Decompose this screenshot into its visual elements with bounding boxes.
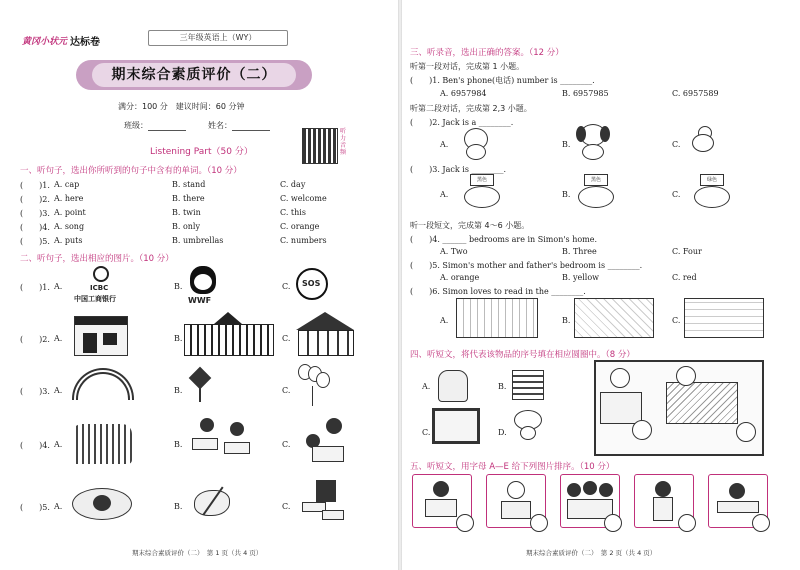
q1-opt-a: A. 6957984 bbox=[440, 89, 487, 98]
answer-circle[interactable] bbox=[676, 366, 696, 386]
s1-num[interactable]: ( )3. bbox=[20, 209, 50, 218]
q4-opt-b: B. Three bbox=[562, 247, 597, 256]
q2-stem[interactable]: ( )2. Jack is a ________. bbox=[410, 118, 514, 127]
sequence-answer-circle-3[interactable] bbox=[604, 514, 622, 532]
name-field bbox=[208, 120, 270, 131]
rainbow-picture[interactable] bbox=[72, 368, 134, 400]
q4-opt-c: C. Four bbox=[672, 247, 702, 256]
mother-child-reading-picture[interactable] bbox=[296, 418, 354, 464]
q3-stem[interactable]: ( )3. Jack is ________. bbox=[410, 165, 507, 174]
icbc-caption: 中国工商银行 bbox=[74, 295, 116, 303]
s2-num-4[interactable]: ( )4. bbox=[20, 441, 50, 450]
s2-opt-a-label: A. bbox=[54, 334, 63, 343]
s1-opt-c: C. day bbox=[280, 180, 306, 189]
section-3-title: 三、听录音，选出正确的答案。（12 分） bbox=[410, 48, 564, 58]
brand-logo: 黄冈小状元 bbox=[22, 37, 68, 47]
black-white-dog-picture[interactable] bbox=[572, 174, 618, 208]
q5-stem[interactable]: ( )5. Simon's mother and father's bedroom is ________. bbox=[410, 261, 643, 270]
q6-opt-c-label: C. bbox=[672, 316, 681, 325]
sos-text: SOS bbox=[302, 279, 321, 288]
s2-opt-b-label: B. bbox=[174, 334, 183, 343]
dialog-1-instruction: 听第一段对话，完成第 1 小题。 bbox=[410, 62, 525, 71]
schoolbag-picture[interactable] bbox=[438, 370, 468, 402]
section-5-title: 五、听短文，用字母 A—E 给下列图片排序。（10 分） bbox=[410, 462, 615, 472]
wwf-text: WWF bbox=[188, 296, 212, 305]
sequence-answer-circle-2[interactable] bbox=[530, 514, 548, 532]
s1-opt-b: B. only bbox=[172, 222, 201, 231]
s1-opt-a: A. song bbox=[54, 222, 85, 231]
s2-opt-a-label: A. bbox=[54, 440, 63, 449]
class-blank[interactable] bbox=[148, 121, 186, 131]
section-1-title: 一、听句子，选出你所听到的句子中含有的单词。（10 分） bbox=[20, 166, 242, 176]
sequence-answer-circle-5[interactable] bbox=[752, 514, 770, 532]
s1-num[interactable]: ( )5. bbox=[20, 237, 50, 246]
s1-opt-a: A. cap bbox=[54, 180, 80, 189]
colour-tag: 黑色 bbox=[584, 174, 608, 186]
page-title: 期末综合素质评价（二） bbox=[92, 63, 296, 87]
q6-opt-a-label: A. bbox=[440, 316, 449, 325]
listening-part-heading: Listening Part（50 分） bbox=[150, 147, 253, 157]
q6-stem[interactable]: ( )6. Simon loves to read in the ________. bbox=[410, 287, 586, 296]
s2-num-1[interactable]: ( )1. bbox=[20, 283, 50, 292]
s2-opt-b-label: B. bbox=[174, 282, 183, 291]
living-room-picture[interactable] bbox=[684, 298, 764, 338]
s4-opt-d-label: D. bbox=[498, 428, 507, 437]
kitchen-picture[interactable] bbox=[456, 298, 538, 338]
s2-opt-a-label: A. bbox=[54, 282, 63, 291]
q3-opt-b-label: B. bbox=[562, 190, 571, 199]
s1-opt-a: A. puts bbox=[54, 236, 83, 245]
grade-tag: 三年级英语上（WY） bbox=[148, 30, 288, 46]
bedroom-picture[interactable] bbox=[574, 298, 654, 338]
icbc-logo-picture[interactable] bbox=[74, 266, 130, 306]
qr-caption: 听力音频 bbox=[340, 128, 347, 156]
s4-opt-a-label: A. bbox=[422, 382, 431, 391]
s2-opt-a-label: A. bbox=[54, 502, 63, 511]
black-dog-picture[interactable] bbox=[458, 174, 504, 208]
page-2-footer: 期末综合素质评价（二） 第 2 页（共 4 页） bbox=[526, 549, 657, 557]
s4-opt-b-label: B. bbox=[498, 382, 507, 391]
sequence-answer-circle-1[interactable] bbox=[456, 514, 474, 532]
qr-code[interactable] bbox=[302, 128, 338, 164]
house-picture[interactable] bbox=[296, 312, 354, 356]
sos-sign-picture[interactable] bbox=[296, 268, 328, 300]
q3-opt-a-label: A. bbox=[440, 190, 449, 199]
family-photo-picture[interactable] bbox=[432, 408, 480, 444]
s1-num[interactable]: ( )2. bbox=[20, 195, 50, 204]
green-dog-picture[interactable] bbox=[688, 174, 734, 208]
s2-opt-c-label: C. bbox=[282, 440, 291, 449]
s2-opt-c-label: C. bbox=[282, 334, 291, 343]
s2-opt-b-label: B. bbox=[174, 502, 183, 511]
q2-opt-a-label: A. bbox=[440, 140, 449, 149]
s2-num-3[interactable]: ( )3. bbox=[20, 387, 50, 396]
score-time-line: 满分：100 分 建议时间：60 分钟 bbox=[118, 102, 245, 111]
dialog-2-instruction: 听第二段对话，完成第 2,3 小题。 bbox=[410, 104, 532, 113]
s2-opt-c-label: C. bbox=[282, 282, 291, 291]
s2-opt-c-label: C. bbox=[282, 386, 291, 395]
s2-opt-c-label: C. bbox=[282, 502, 291, 511]
colour-tag: 黑色 bbox=[470, 174, 494, 186]
wwf-panda-picture[interactable] bbox=[186, 266, 220, 306]
cat-on-rug-picture[interactable] bbox=[72, 488, 132, 520]
s2-num-5[interactable]: ( )5. bbox=[20, 503, 50, 512]
q2-opt-c-label: C. bbox=[672, 140, 681, 149]
s2-opt-b-label: B. bbox=[174, 386, 183, 395]
name-label: 姓名： bbox=[208, 121, 232, 130]
icbc-logo-text: ICBC bbox=[90, 284, 109, 292]
s1-num[interactable]: ( )4. bbox=[20, 223, 50, 232]
page-1-footer: 期末综合素质评价（二） 第 1 页（共 4 页） bbox=[132, 549, 263, 557]
q1-opt-b: B. 6957985 bbox=[562, 89, 609, 98]
s1-opt-a: A. here bbox=[54, 194, 84, 203]
q2-opt-b-label: B. bbox=[562, 140, 571, 149]
bed-shape bbox=[666, 382, 738, 424]
name-blank[interactable] bbox=[232, 121, 270, 131]
answer-circle[interactable] bbox=[610, 368, 630, 388]
page-1 bbox=[0, 0, 398, 570]
tools-pile-picture[interactable] bbox=[298, 480, 348, 524]
s1-opt-c: C. numbers bbox=[280, 236, 327, 245]
cat-picture[interactable] bbox=[458, 126, 492, 160]
palette-brushes-picture[interactable] bbox=[190, 484, 234, 520]
q1-stem[interactable]: ( )1. Ben's phone(电话) number is ________. bbox=[410, 76, 595, 85]
bird-picture[interactable] bbox=[688, 124, 718, 158]
q4-opt-a: A. Two bbox=[440, 247, 468, 256]
q5-opt-b: B. yellow bbox=[562, 273, 599, 282]
class-label: 班级： bbox=[124, 121, 148, 130]
s1-num[interactable]: ( )1. bbox=[20, 181, 50, 190]
q6-opt-b-label: B. bbox=[562, 316, 571, 325]
q4-stem[interactable]: ( )4. ______ bedrooms are in Simon's home. bbox=[410, 235, 598, 244]
s1-opt-b: B. there bbox=[172, 194, 205, 203]
passage-instruction: 听一段短文，完成第 4～6 小题。 bbox=[410, 221, 530, 230]
s1-opt-c: C. orange bbox=[280, 222, 320, 231]
s1-opt-c: C. this bbox=[280, 208, 306, 217]
brand-series: 达标卷 bbox=[70, 37, 100, 48]
answer-circle[interactable] bbox=[736, 422, 756, 442]
q5-opt-a: A. orange bbox=[440, 273, 480, 282]
s1-opt-b: B. stand bbox=[172, 180, 206, 189]
section-2-title: 二、听句子，选出相应的图片。（10 分） bbox=[20, 254, 174, 264]
balloons-picture[interactable] bbox=[298, 364, 328, 408]
s2-num-2[interactable]: ( )2. bbox=[20, 335, 50, 344]
class-field bbox=[124, 120, 186, 131]
q5-opt-c: C. red bbox=[672, 273, 697, 282]
q3-opt-c-label: C. bbox=[672, 190, 681, 199]
students-desks-picture[interactable] bbox=[190, 418, 254, 464]
hands-picture[interactable] bbox=[72, 424, 132, 464]
q1-opt-c: C. 6957589 bbox=[672, 89, 719, 98]
s1-opt-a: A. point bbox=[54, 208, 86, 217]
page-2 bbox=[402, 0, 800, 570]
s4-opt-c-label: C. bbox=[422, 428, 431, 437]
s1-opt-b: B. twin bbox=[172, 208, 201, 217]
answer-circle[interactable] bbox=[632, 420, 652, 440]
chinese-knot-picture[interactable] bbox=[189, 367, 212, 390]
s2-opt-b-label: B. bbox=[174, 440, 183, 449]
colour-tag: 绿色 bbox=[700, 174, 724, 186]
section-4-title: 四、听短文，将代表该物品的序号填在相应圆圈中。（8 分） bbox=[410, 350, 635, 360]
s1-opt-b: B. umbrellas bbox=[172, 236, 224, 245]
desk-shape bbox=[600, 392, 642, 424]
bedroom-scene-picture bbox=[594, 360, 764, 456]
sequence-answer-circle-4[interactable] bbox=[678, 514, 696, 532]
dog-picture[interactable] bbox=[572, 124, 612, 160]
s1-opt-c: C. welcome bbox=[280, 194, 327, 203]
hello-kitty-picture[interactable] bbox=[512, 408, 546, 440]
school-building-picture[interactable] bbox=[184, 312, 272, 356]
s2-opt-a-label: A. bbox=[54, 386, 63, 395]
sweater-picture[interactable] bbox=[512, 370, 544, 400]
shop-building-picture[interactable] bbox=[74, 316, 128, 356]
knot-tassel bbox=[199, 388, 201, 402]
